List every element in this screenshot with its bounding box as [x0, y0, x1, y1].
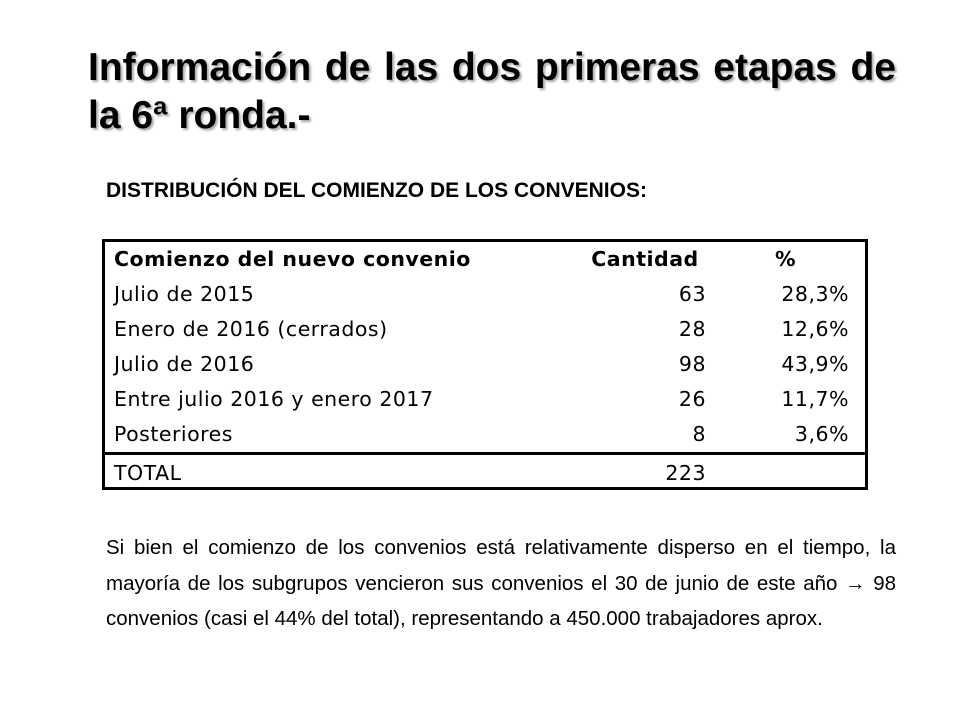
header-start: Comienzo del nuevo convenio: [114, 247, 471, 271]
row-label: Julio de 2016: [114, 352, 255, 376]
table-row: [105, 277, 865, 312]
arrow-icon: →: [845, 571, 866, 595]
total-percent: [706, 454, 865, 492]
row-percent: 11,7%: [781, 387, 849, 411]
table-total-row: [105, 454, 865, 492]
slide-title: Información de las dos primeras etapas de la 6ª ronda.-: [88, 46, 896, 137]
row-label: Enero de 2016 (cerrados): [114, 317, 388, 341]
row-quantity: 8: [692, 422, 706, 446]
table-row: [105, 417, 865, 454]
total-label: TOTAL: [105, 454, 584, 492]
total-quantity: 223: [584, 454, 706, 492]
header-percent: %: [774, 247, 797, 271]
distribution-table: [105, 242, 865, 491]
row-quantity: 63: [678, 282, 706, 306]
table-row: [105, 312, 865, 347]
section-subtitle: DISTRIBUCIÓN DEL COMIENZO DE LOS CONVENIOS:: [106, 179, 647, 202]
explanatory-paragraph: [106, 530, 896, 637]
row-percent: 3,6%: [794, 422, 849, 446]
row-label: Entre julio 2016 y enero 2017: [114, 387, 434, 411]
distribution-table-frame: [102, 239, 868, 490]
table-row: [105, 382, 865, 417]
paragraph-text-after-arrow: 98 convenios (casi el 44% del total), representando a 450.000 trabajadores aprox.: [106, 571, 897, 630]
paragraph-text-before-arrow: Si bien el comienzo de los convenios está relativamente disperso en el tiempo, la mayoría de los subgrupos vencieron sus convenios el 30 de junio de este año: [106, 536, 896, 595]
table-row: [105, 347, 865, 382]
header-quantity: Cantidad: [591, 247, 699, 271]
row-quantity: 26: [678, 387, 706, 411]
row-quantity: 98: [678, 352, 706, 376]
row-quantity: 28: [678, 317, 706, 341]
row-label: Posteriores: [114, 422, 233, 446]
row-percent: 43,9%: [781, 352, 849, 376]
row-label: Julio de 2015: [114, 282, 255, 306]
row-percent: 12,6%: [781, 317, 849, 341]
row-percent: 28,3%: [781, 282, 849, 306]
table-header-row: [105, 242, 865, 277]
